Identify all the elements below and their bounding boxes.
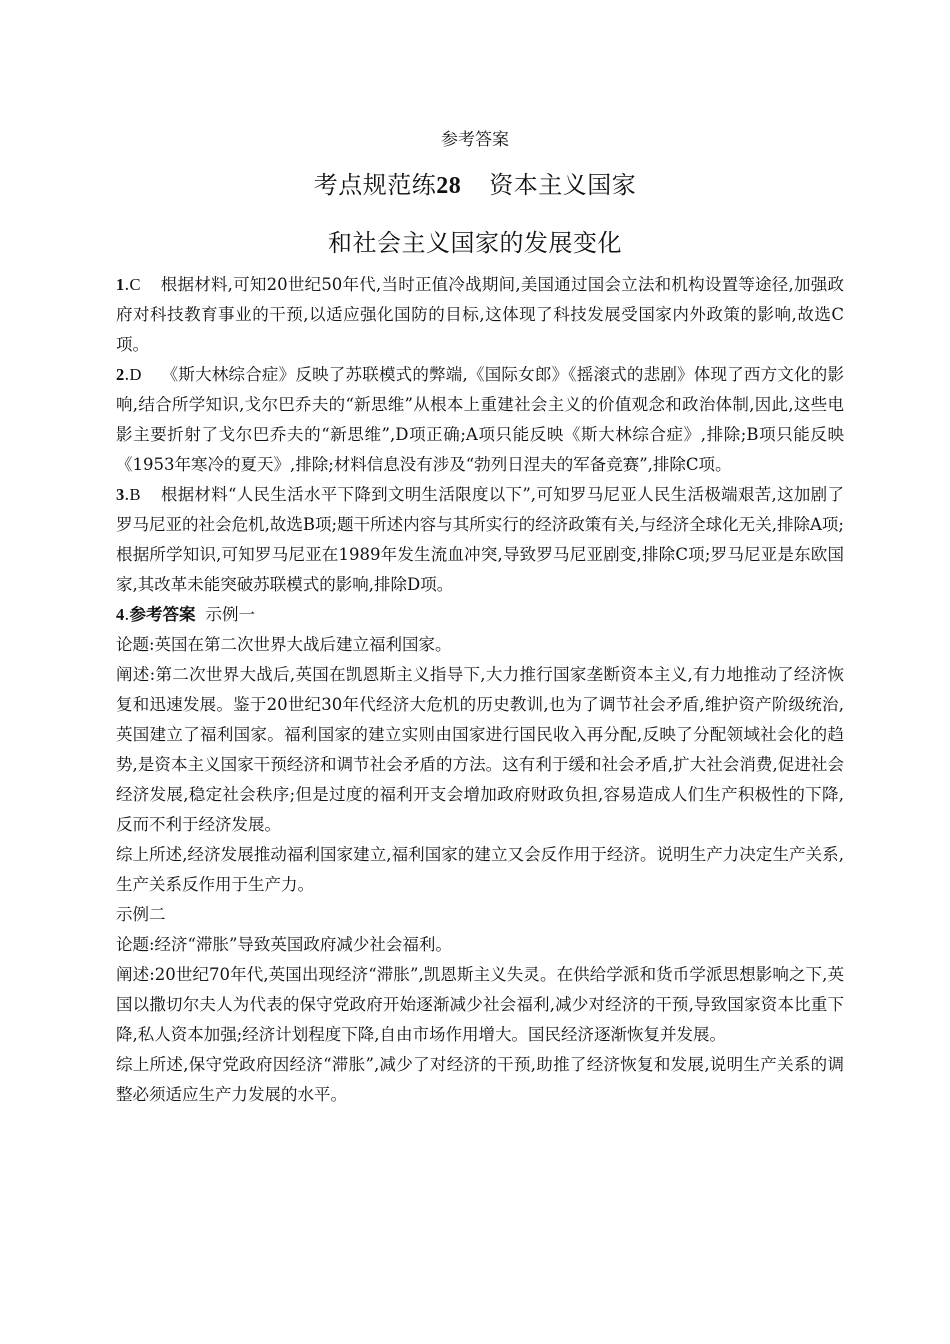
answer-body (116, 270, 844, 1110)
page-title-line1 (0, 168, 950, 203)
answer-number: 4 (116, 605, 125, 624)
example-2-label: 示例二 (116, 905, 166, 924)
answer-option: B (129, 485, 141, 504)
answer-option: D (129, 365, 142, 384)
answer-explanation: 根据材料,可知20世纪50年代,当时正值冷战期间,美国通过国会立法和机构设置等途径,加强政府对科技教育事业的干预,以适应强化国防的目标,这体现了科技发展受国家内外政策的影响,故选C项。 (116, 275, 844, 354)
title-suffix: 资本主义国家 (489, 171, 637, 199)
answer-number: 2 (116, 365, 125, 384)
example-1-argument: 阐述:第二次世界大战后,英国在凯恩斯主义指导下,大力推行国家垄断资本主义,有力地推动了经济恢复和迅速发展。鉴于20世纪30年代经济大危机的历史教训,也为了调节社会矛盾,维护资产阶级统治,英国建立了福利国家。福利国家的建立实则由国家进行国民收入再分配,反映了分配领域社会化的趋势,是资本主义国家干预经济和调节社会矛盾的方法。这有利于缓和社会矛盾,扩大社会消费,促进社会经济发展,稳定社会秩序;但是过度的福利开支会增加政府财政负担,容易造成人们生产积极性的下降,反而不利于经济发展。 (116, 665, 844, 834)
answer-option: C (129, 275, 141, 294)
example-1-thesis: 论题:英国在第二次世界大战后建立福利国家。 (116, 635, 452, 654)
example-1-label: 示例一 (205, 605, 255, 624)
example-2-conclusion: 综上所述,保守党政府因经济“滞胀”,减少了对经济的干预,助推了经济恢复和发展,说明生产关系的调整必须适应生产力发展的水平。 (116, 1055, 844, 1104)
answer-explanation: 《斯大林综合症》反映了苏联模式的弊端,《国际女郎》《摇滚式的悲剧》体现了西方文化的影响,结合所学知识,戈尔巴乔夫的“新思维”从根本上重建社会主义的价值观念和政治体制,因此,这些电影主要折射了戈尔巴乔夫的“新思维”,D项正确;A项只能反映《斯大林综合症》,排除;B项只能反映《1953年寒冷的夏天》,排除;材料信息没有涉及“勃列日涅夫的军备竞赛”,排除C项。 (116, 365, 844, 474)
page-title-line2: 和社会主义国家的发展变化 (328, 229, 622, 257)
answer-number: 3 (116, 485, 125, 504)
answer-key-label: 参考答案 (441, 130, 509, 150)
reference-answer-label: 参考答案 (129, 605, 196, 624)
answer-item-1: 1.C 根据材料,可知20世纪50年代,当时正值冷战期间,美国通过国会立法和机构设置等途径,加强政府对科技教育事业的干预,以适应强化国防的目标,这体现了科技发展受国家内外政策的影响,故选C项。 (116, 275, 844, 354)
example-2-argument: 阐述:20世纪70年代,英国出现经济“滞胀”,凯恩斯主义失灵。在供给学派和货币学派思想影响之下,英国以撒切尔夫人为代表的保守党政府开始逐渐减少社会福利,减少对经济的干预,导致国家资本比重下降,私人资本加强;经济计划程度下降,自由市场作用增大。国民经济逐渐恢复并发展。 (116, 965, 844, 1044)
example-1-conclusion: 综上所述,经济发展推动福利国家建立,福利国家的建立又会反作用于经济。说明生产力决定生产关系,生产关系反作用于生产力。 (116, 845, 844, 894)
answer-number: 1 (116, 275, 125, 294)
answer-explanation: 根据材料“人民生活水平下降到文明生活限度以下”,可知罗马尼亚人民生活极端艰苦,这加剧了罗马尼亚的社会危机,故选B项;题干所述内容与其所实行的经济政策有关,与经济全球化无关,排除A项;根据所学知识,可知罗马尼亚在1989年发生流血冲突,导致罗马尼亚剧变,排除C项;罗马尼亚是东欧国家,其改革未能突破苏联模式的影响,排除D项。 (116, 485, 844, 594)
title-number: 28 (436, 173, 462, 199)
answer-item-3: 3.B 根据材料“人民生活水平下降到文明生活限度以下”,可知罗马尼亚人民生活极端艰苦,这加剧了罗马尼亚的社会危机,故选B项;题干所述内容与其所实行的经济政策有关,与经济全球化无关,排除A项;根据所学知识,可知罗马尼亚在1989年发生流血冲突,导致罗马尼亚剧变,排除C项;罗马尼亚是东欧国家,其改革未能突破苏联模式的影响,排除D项。 (116, 485, 844, 594)
example-2-thesis: 论题:经济“滞胀”导致英国政府减少社会福利。 (116, 935, 452, 954)
answer-item-2: 2.D 《斯大林综合症》反映了苏联模式的弊端,《国际女郎》《摇滚式的悲剧》体现了西方文化的影响,结合所学知识,戈尔巴乔夫的“新思维”从根本上重建社会主义的价值观念和政治体制,因此,这些电影主要折射了戈尔巴乔夫的“新思维”,D项正确;A项只能反映《斯大林综合症》,排除;B项只能反映《1953年寒冷的夏天》,排除;材料信息没有涉及“勃列日涅夫的军备竞赛”,排除C项。 (116, 365, 844, 474)
title-prefix: 考点规范练 (313, 171, 437, 199)
answer-item-4-header: 4.参考答案 示例一 (116, 605, 255, 624)
